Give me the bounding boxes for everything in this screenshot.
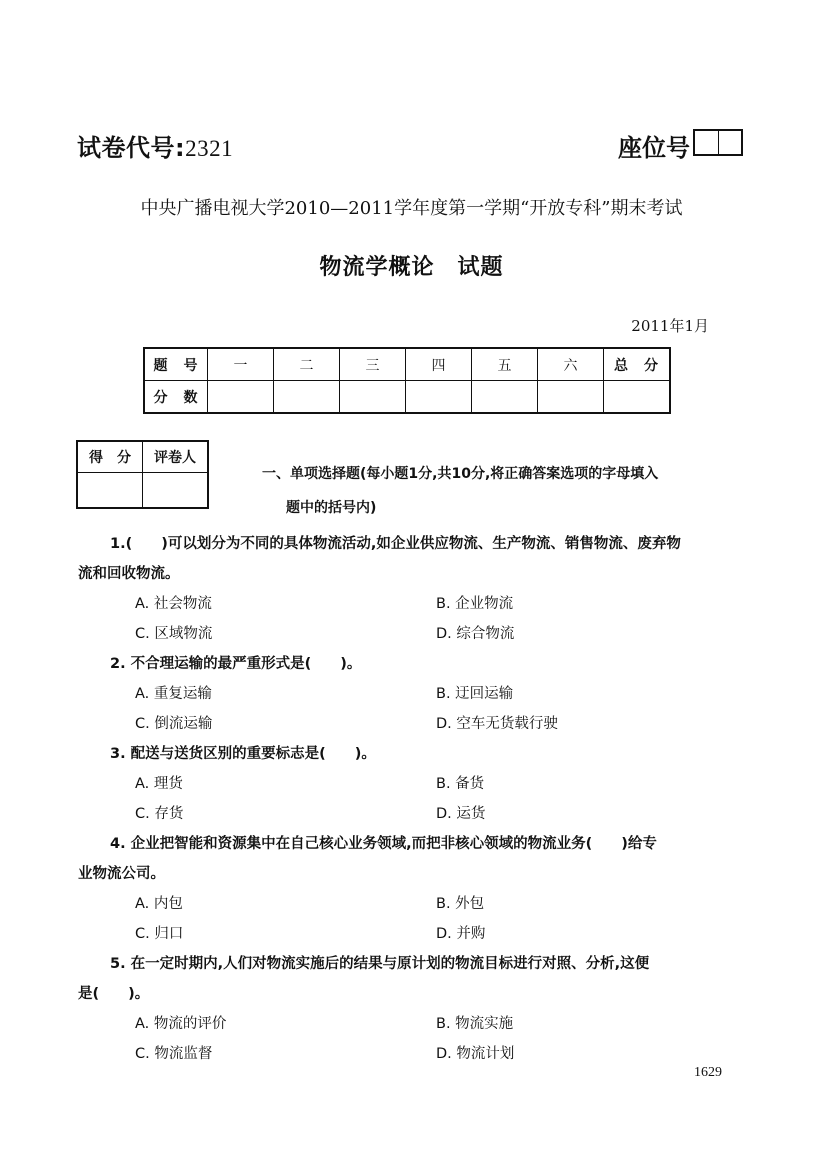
seat-number-label: 座位号 (618, 134, 690, 162)
score-cell[interactable] (274, 381, 340, 414)
question-2-option-d[interactable]: D. 空车无货载行驶 (436, 716, 558, 732)
question-5-option-a[interactable]: A. 物流的评价 (135, 1016, 227, 1032)
question-4-option-a[interactable]: A. 内包 (135, 896, 183, 912)
score-header-row (144, 348, 670, 381)
exam-title: 物流学概论 试题 (319, 255, 504, 280)
seat-box-1[interactable] (695, 131, 719, 154)
grader-score-label: 得 分 (77, 441, 143, 473)
score-col-4: 四 (406, 348, 472, 381)
question-4-option-d[interactable]: D. 并购 (436, 926, 486, 942)
university-line: 中央广播电视大学2010—2011学年度第一学期“开放专科”期末考试 (140, 198, 683, 219)
exam-code (77, 128, 233, 163)
score-col-3: 三 (340, 348, 406, 381)
question-1-option-b[interactable]: B. 企业物流 (436, 596, 514, 612)
question-2-option-c[interactable]: C. 倒流运输 (135, 716, 213, 732)
question-3-option-b[interactable]: B. 备货 (436, 776, 485, 792)
score-row-label: 分 数 (144, 381, 208, 414)
question-1-option-c[interactable]: C. 区域物流 (135, 626, 213, 642)
question-3-option-a[interactable]: A. 理货 (135, 776, 183, 792)
score-cell[interactable] (472, 381, 538, 414)
score-col-1: 一 (208, 348, 274, 381)
page-number: 1629 (694, 1065, 722, 1080)
question-2-text: 2. 不合理运输的最严重形式是( )。 (110, 656, 362, 672)
score-cell[interactable] (208, 381, 274, 414)
score-cell[interactable] (538, 381, 604, 414)
question-5-option-d[interactable]: D. 物流计划 (436, 1046, 515, 1062)
question-1-text-cont: 流和回收物流。 (78, 566, 180, 582)
grader-table (76, 440, 209, 509)
grader-header-row (77, 441, 208, 473)
seat-box-2[interactable] (719, 131, 742, 154)
score-cell[interactable] (604, 381, 671, 414)
question-2-option-a[interactable]: A. 重复运输 (135, 686, 212, 702)
score-cell[interactable] (406, 381, 472, 414)
exam-code-value: 2321 (185, 136, 234, 161)
question-4-text: 4. 企业把智能和资源集中在自己核心业务领域,而把非核心领域的物流业务( )给专 (110, 836, 657, 852)
grader-name-label: 评卷人 (143, 441, 209, 473)
question-3-option-d[interactable]: D. 运货 (436, 806, 486, 822)
question-1-option-a[interactable]: A. 社会物流 (135, 596, 212, 612)
score-col-total: 总 分 (604, 348, 671, 381)
exam-date: 2011年1月 (631, 317, 709, 335)
question-2-option-b[interactable]: B. 迂回运输 (436, 686, 514, 702)
grader-score-cell[interactable] (77, 473, 143, 509)
question-4-option-c[interactable]: C. 归口 (135, 926, 184, 942)
grader-name-cell[interactable] (143, 473, 209, 509)
question-5-text-cont: 是( )。 (78, 986, 150, 1002)
score-table (143, 347, 671, 414)
grader-value-row (77, 473, 208, 509)
score-col-6: 六 (538, 348, 604, 381)
exam-code-label: 试卷代号: (77, 134, 186, 162)
section-heading-cont: 题中的括号内) (286, 500, 377, 516)
score-col-5: 五 (472, 348, 538, 381)
question-1-text: 1.( )可以划分为不同的具体物流活动,如企业供应物流、生产物流、销售物流、废弃物 (110, 536, 681, 552)
question-3-text: 3. 配送与送货区别的重要标志是( )。 (110, 746, 376, 762)
score-cell[interactable] (340, 381, 406, 414)
score-col-2: 二 (274, 348, 340, 381)
question-3-option-c[interactable]: C. 存货 (135, 806, 184, 822)
question-4-option-b[interactable]: B. 外包 (436, 896, 485, 912)
question-5-text: 5. 在一定时期内,人们对物流实施后的结果与原计划的物流目标进行对照、分析,这便 (110, 956, 650, 972)
section-heading: 一、单项选择题(每小题1分,共10分,将正确答案选项的字母填入 (262, 466, 659, 482)
seat-number-boxes[interactable] (693, 129, 743, 156)
score-col-label: 题 号 (144, 348, 208, 381)
question-5-option-c[interactable]: C. 物流监督 (135, 1046, 213, 1062)
question-1-option-d[interactable]: D. 综合物流 (436, 626, 515, 642)
question-4-text-cont: 业物流公司。 (78, 866, 165, 882)
question-5-option-b[interactable]: B. 物流实施 (436, 1016, 514, 1032)
score-value-row (144, 381, 670, 414)
